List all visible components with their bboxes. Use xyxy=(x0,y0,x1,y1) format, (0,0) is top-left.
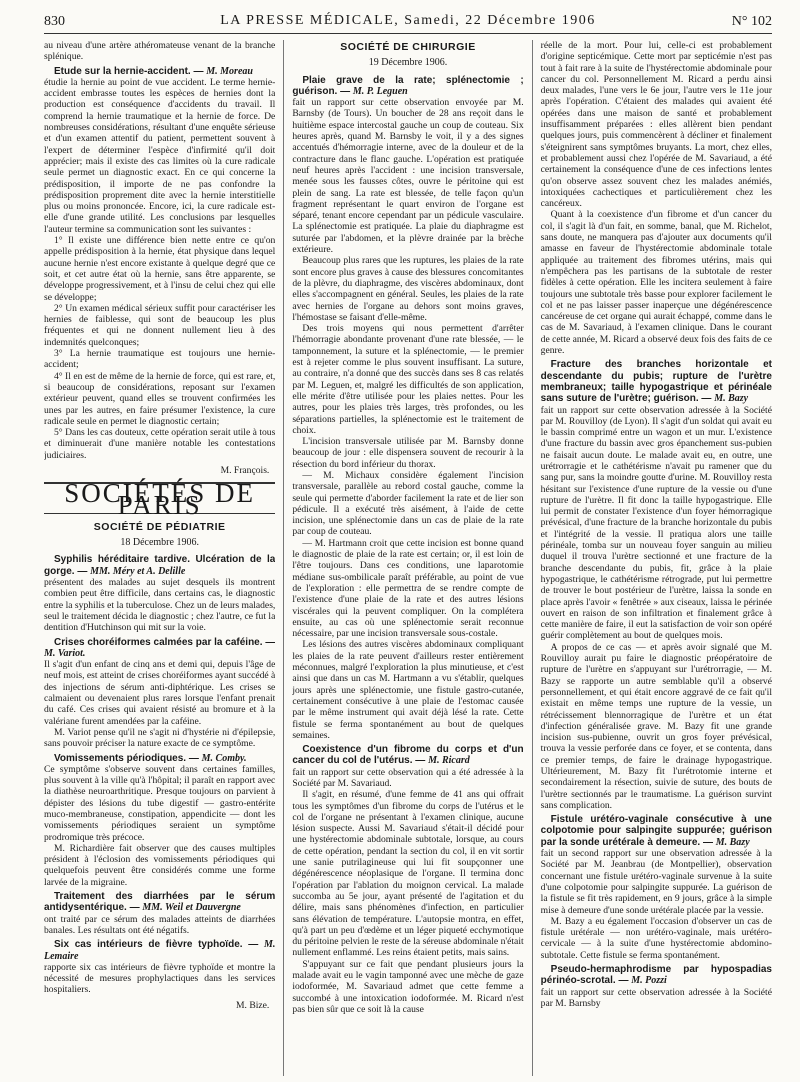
conclusion-3: 3° La hernie traumatique est toujours une hernie-accident; xyxy=(44,348,276,371)
paragraph: — M. Michaux considère également l'incision transversale, parallèle au rebord costal gauche, comme la seule qui permette d'aborder facilement la rate et de lier son pédicule. Il a exécuté très aisément, à l'aide de cette incision, une splénectomie dans un cas de plaie de la rate par coup de couteau. xyxy=(292,469,524,538)
heading-text: Syphilis héréditaire tardive. Ulcération de la gorge. — xyxy=(44,554,276,577)
column-2 xyxy=(283,40,523,1076)
article-heading xyxy=(44,66,275,77)
article-heading xyxy=(44,554,275,577)
heading-text: Coexistence d'un fibrome du corps et d'un cancer du col de l'utérus. — xyxy=(292,744,524,767)
heading-text: Vomissements périodiques. — xyxy=(54,752,199,764)
heading-text: Pseudo-hermaphrodisme par hypospadias périnéo-scrotal. — xyxy=(540,964,772,987)
column-3 xyxy=(532,40,772,1076)
paragraph: fait un rapport sur cette observation qui a été adressée à la Société par M. Savariaud. xyxy=(292,766,524,789)
heading-text: Six cas intérieurs de fièvre typhoïde. — xyxy=(54,939,259,951)
society-date: 19 Décembre 1906. xyxy=(368,57,448,69)
author: MM. Méry et A. Delille xyxy=(90,565,186,577)
conclusion-1: 1° Il existe une différence bien nette entre ce qu'on appelle prédisposition à la hernie, état physique dans lequel aucune hernie n'est encore existante à quelque degré que ce soit, et cet autre état où la hernie, sans être apparente, se développe progressivement, et à l'insu de celui chez qui elle se développe; xyxy=(44,235,276,303)
issue-number: N° 102 xyxy=(731,14,772,29)
paragraph: ont traité par ce sérum des malades atteints de diarrhées banales. Les résultats ont été négatifs. xyxy=(44,913,276,936)
signature: M. Bize. xyxy=(236,999,270,1011)
paragraph: fait un second rapport sur une observation adressée à la Société par M. Jeanbrau (de Montpellier), observation concernant une fistule urétéro-vaginale survenue à la suite d'une colpotomie pour salpingite suppurée. La guérison de la fistule se fit très rapidement, en 9 jours, grâce à la simple mise à demeure d'une sonde urétérale placée par la vessie. xyxy=(540,848,772,916)
author: M. Comby. xyxy=(201,752,247,764)
heading-text: Crises choréiformes calmées par la caféine. — xyxy=(54,636,276,648)
conclusion-4: 4° Il en est de même de la hernie de force, qui est rare, et, si beaucoup de considérations, reposant sur l'examen extérieur peuvent, quand elles se trouvent confirmées les unes par les autres, en faire présumer l'existence, la cure radicale seule en permet le diagnostic certain; xyxy=(44,370,276,427)
paragraph: A propos de ce cas — et après avoir signalé que M. Rouvilloy aurait pu faire le diagnostic préopératoire de rupture de l'urètre en s'appuyant sur l'urétrorragie, — M. Bazy se rapporte un autre semblable qu'il a observé personnellement, et qui était encore aggravé de ce fait qu'il existait en même temps une rupture de la vessie, un rétrécissement blennorragique de l'urètre et un état d'infection généralisée grave. M. Bazy fit une grande incision sus-pubienne, ouvrit un gros foyer prévésical, trouva la vessie perforée dans ce foyer, et se contenta, dans ce premier temps, de faire le drainage hypogastrique. Ultérieurement, M. Bazy fit l'urétrotomie interne et secondairement la résection, suivie de suture, des bouts de l'urètre sectionnés par le traumatisme. La guérison survint sans complication. xyxy=(540,641,772,811)
paragraph: Des trois moyens qui nous permettent d'arrêter l'hémorragie abondante provenant d'une rate blessée, — le tamponnement, la suture et la splénectomie, — le premier est à rejeter comme le plus souvent insuffisant. La suture, au contraire, n'a donné que des succès dans ses 8 cas relatés par M. Leguen, et, malgré les difficultés de son application, elle mérite d'être utilisée pour les plaies nettes. Pour les autres, pour les plaies très larges, très profondes, ou les séparations partielles, la splénectomie est le traitement de choix. xyxy=(292,323,524,436)
paragraph: étudie la hernie au point de vue accident. Le terme hernie-accident embrasse toutes les espèces de hernies dont la production est conséquence d'accidents du travail. Il comprend la hernie traumatique et la hernie de force. De nombreuses considérations, résultant d'une enquête sérieuse et d'un examen attentif du patient, permettent souvent à l'expert de déterminer l'espèce d'infirmité qu'il doit apprécier; mais il existe des cas limites où la cure radicale seule permet un diagnostic exact. En ce qui concerne la prédisposition, il importe de ne pas confondre la prédisposition proprement dite avec la hernie interstitielle plus ou moins prononcée. Encore, ici, la cure radicale est-elle d'une grande utilité. Les conclusions par lesquelles l'auteur termine sa communication sont les suivantes : xyxy=(44,76,276,235)
paragraph: Il s'agit d'un enfant de cinq ans et demi qui, depuis l'âge de neuf mois, est atteint de crises choréiformes ayant succédé à des injections de sérum anti-diphtérique. Les crises se calmaient ou devenaient plus rares lorsque l'enfant prenait du café. Ces crises qui avaient résisté au bromure et à la valériane furent amendées par la caféine. xyxy=(44,659,276,727)
heading-text: Plaie grave de la rate; splénectomie ; guérison. — xyxy=(292,74,524,97)
author: MM. Weil et Dauvergne xyxy=(142,902,241,914)
author: M. P. Leguen xyxy=(352,85,408,97)
heading-text: Fracture des branches horizontale et descendante du pubis; rupture de l'urètre membraneux; taille hypogastrique et périnéale sans suture de l'urètre; guérison. — xyxy=(540,359,772,405)
heading-text: Etude sur la hernie-accident. — xyxy=(54,65,204,77)
paragraph: Il s'agit, en résumé, d'une femme de 41 ans qui offrait tous les symptômes d'un fibrome du corps de l'utérus et le col de l'organe ne présentant à l'examen clinique, aucune lésion suspecte. Aussi M. Savariaud s'était-il décidé pour une hystérectomie abdominale subtotale, lorsque, au cours de cette opération, pendant la section du col, il en vit sortir une sanie putrilagineuse qui lui fit soupçonner une dégénérescence néoplasique de l'organe. Il termina donc l'opération par l'ablation du moignon cervical. La malade succomba au 5e jour, ayant présenté de l'agitation et du délire, mais sans phénomènes d'infection, en particulier sans élévation de température. L'autopsie montra, en effet, qu'à part un peu d'œdème et un léger piqueté ecchymotique du péritoine pelvien le reste de la séreuse abdominale n'était nullement enflammé. Les reins étaient petits, mais sains. xyxy=(292,789,524,959)
signature: M. François. xyxy=(220,464,270,476)
author: M. Lemaire xyxy=(44,939,276,962)
paragraph: réelle de la mort. Pour lui, celle-ci est probablement d'origine septicémique. Cette mort par septicémie n'est pas tout à fait rare à la suite de l'hystérectomie abdominale pour cancer du col. Personnellement M. Ricard a perdu ainsi deux malades, l'une vers le 6e jour, l'autre vers le 11e jour après l'opération. C'étaient des malades qui avaient été opérées dans une maison de santé et probablement insuffisamment préparées : elles allèrent bien pendant quelques jours, puis commencèrent à décliner et finalement s'éteignirent sans symptômes bruyants. La mort, chez elles, et probablement aussi chez l'opérée de M. Savariaud, a été certainement la conséquence d'une de ces infections lentes qu'on observe assez souvent chez les malades anémiés, intoxiquées cachectiques et particulièrement chez les cancéreux. xyxy=(540,40,772,210)
column-1 xyxy=(44,40,275,1076)
paragraph: Ce symptôme s'observe souvent dans certaines familles, plus souvent à la ville qu'à l'hôpital; il paraît en rapport avec la diathèse neuroarthritique. Presque toujours on parvient à dépister des lésions du tube digestif — gastro-entérite muco-membraneuse, constipation, appendicite — dont les vomissements périodiques seraient un symptôme prodromique très précoce. xyxy=(44,763,276,843)
page-header xyxy=(44,0,772,34)
author: M. Variot. xyxy=(44,647,86,659)
paragraph: M. Richardière fait observer que des causes multiples président à l'éclosion des vomissements périodiques qui quelquefois peuvent être considérés comme une forme larvée de la migraine. xyxy=(44,842,276,888)
article-heading xyxy=(44,891,275,914)
section-banner: SOCIÉTÉS DE PARIS xyxy=(44,482,275,514)
article-heading xyxy=(541,359,772,404)
paragraph: présentent des malades au sujet desquels ils montrent combien peut être difficile, dans certains cas, le diagnostic entre la syphilis et la tuberculose. Chez un de leurs malades, seul le traitement décida le diagnostic ; chez l'autre, ce fut la dentition d'Hutchinson qui mit sur la voie. xyxy=(44,577,276,634)
paragraph: fait un rapport sur cette observation envoyée par M. Barnsby (de Tours). Un boucher de 28 ans reçoit dans le huitième espace intercostal gauche un coup de couteau. Six heures après, quand M. Barnsby le voit, il y a des signes accentués d'hémorragie interne, avec de la douleur et de la contracture dans le flanc gauche. L'opération est pratiquée neuf heures après l'accident : une incision transversale, menée sous les fausses côtes, ouvre le péritoine qui est plein de sang. La rate est blessée, de telle façon qu'un fragment représentant le quart environ de l'organe est séparé, tenant encore cependant par un pédicule vasculaire. La splénectomie est pratiquée. La plaie du diaphragme est suturée par l'abdomen, et la plèvre drainée par la brèche extérieure. xyxy=(292,97,524,256)
paragraph: L'incision transversale utilisée par M. Barnsby donne beaucoup de jour : elle dispensera souvent de recourir à la résection du bord inférieur du thorax. xyxy=(292,436,524,470)
author: M. Moreau xyxy=(206,65,253,77)
paragraph: au niveau d'une artère athéromateuse venant de la branche splénique. xyxy=(44,40,276,63)
page-number: 830 xyxy=(44,14,65,29)
article-heading xyxy=(292,744,523,767)
society-title: SOCIÉTÉ DE PÉDIATRIE xyxy=(93,520,226,533)
columns xyxy=(44,40,772,1076)
paragraph: S'appuyant sur ce fait que pendant plusieurs jours la malade avait eu le vagin tamponné avec une mèche de gaze iodoformée, M. Savariaud admet que cette femme a succombé à une intoxication iodoformée. M. Ricard n'est pas bien sûr que ce soit là la cause xyxy=(292,958,524,1015)
paragraph: fait un rapport sur cette observation adressée à la Société par M. Barnsby xyxy=(540,986,772,1009)
paragraph: M. Variot pense qu'il ne s'agit ni d'hystérie ni d'épilepsie, sans pouvoir préciser la nature exacte de ce symptôme. xyxy=(44,726,276,750)
article-heading xyxy=(44,753,275,764)
article-heading xyxy=(541,814,772,848)
paragraph: Beaucoup plus rares que les ruptures, les plaies de la rate sont encore plus graves à cause des blessures concomitantes de la plèvre, du diaphragme, des viscères abdominaux, dont elles s'accompagnent en général. Seules, les plaies de la rate avec hernies de l'organe au dehors sont moins graves, l'hémostase se faisant d'elle-même. xyxy=(292,255,524,323)
author: M. Ricard xyxy=(428,755,470,767)
society-date: 18 Décembre 1906. xyxy=(120,537,199,549)
paragraph: M. Bazy a eu également l'occasion d'observer un cas de fistule urétérale — non urétéro-vaginale, mais urétéro-cervicale — à la suite d'une hystérectomie abdomino-subtotale. Cette fistule se ferma spontanément. xyxy=(540,915,772,961)
paragraph: Quant à la coexistence d'un fibrome et d'un cancer du col, il s'agit là d'un fait, en somme, banal, que M. Richelot, sans doute, ne manquera pas d'ajouter aux documents qu'il amasse en faveur de l'hystérectomie abdominale totale appliquée au traitement des fibromes utérins, mais qui n'empêchera pas les partisans de la subtotale de rester fidèles à cette opération. Elle les incitera seulement à faire toujours une subtotale très basse pour explorer facilement le col et ne pas laisser passer inaperçue une dégénérescence cancéreuse de cet organe qui aurait échappé, comme dans le cas de M. Savariaud, à l'examen clinique. Dans le courant de cette année, M. Ricard a observé deux fois des faits de ce genre. xyxy=(540,209,772,357)
heading-text: Traitement des diarrhées par le sérum antidysentérique. — xyxy=(44,891,276,914)
article-heading xyxy=(541,964,772,987)
paragraph: rapporte six cas intérieurs de fièvre typhoïde et montre la nécessité de mesures prophylactiques dans les services hospitaliers. xyxy=(44,961,276,996)
author: M. Bazy xyxy=(714,393,749,405)
paragraph: — M. Hartmann croit que cette incision est bonne quand le diagnostic de plaie de la rate est certain; or, il est loin de l'être toujours. Dans ces conditions, une laparotomie médiane sus-ombilicale paraît préférable, au point de vue de l'exploration : elle permettra de se rendre compte de l'existence d'une plaie de la rate et des autres lésions viscérales qui la peuvent compliquer. On la complétera ensuite, au cas où une splénectomie serait reconnue nécessaire, par une incision transversale sous-costale. xyxy=(292,537,524,640)
paragraph: Les lésions des autres viscères abdominaux compliquant les plaies de la rate peuvent d'ailleurs rester entièrement méconnues, malgré l'exploration la plus minutieuse, et c'est ainsi que dans un cas M. Hartmann a vu s'établir, quelques jours après une splénectomie, une fistule gastro-cutanée, certainement consécutive à une plaie de l'estomac causée par le même instrument qui avait déjà lésé la rate. Cette fistule se ferma spontanément au bout de quelques semaines. xyxy=(292,639,524,741)
article-heading xyxy=(292,75,523,98)
article-heading xyxy=(44,637,275,660)
heading-text: Fistule urétéro-vaginale consécutive à une colpotomie pour salpingite suppurée; guérison par la sonde urétérale à demeure. — xyxy=(540,814,772,848)
conclusion-5: 5° Dans les cas douteux, cette opération serait utile à tous et diminuerait d'une manière notable les contestations judiciaires. xyxy=(44,427,276,461)
society-title: SOCIÉTÉ DE CHIRURGIE xyxy=(340,41,476,53)
paragraph: fait un rapport sur cette observation adressée à la Société par M. Rouvilloy (de Lyon). Il s'agit d'un soldat qui avait eu le bassin comprimé entre un wagon et un mur. L'existence d'une fracture du bassin avec gros épanchement sus-pubien ne faisait aucun doute. Le malade avait eu, en outre, une urétrorragie et le cathétérisme n'avait pu ramener que du sang pur, sans la moindre goutte d'urine. M. Rouvilloy resta hésitant sur l'existence d'une rupture de la vessie ou d'une rupture de l'urètre. Il fit donc la taille hypogastrique. Elle lui permit de constater l'existence d'un foyer hémorragique prévésical, d'une fracture de la branche horizontale du pubis et l'intégrité de la vessie. Il pratiqua alors une taille périnéale, tomba sur un nouveau foyer sanguin au milieu duquel il trouva l'urètre sectionné et une fracture de la branche descendante du pubis, fit, grâce à la plaie hypogastrique, le cathétérisme rétrograde, put lui permettre de trouver le bout postérieur de l'urètre, laissa la sonde en place après l'avoir « fenêtrée » aux ciseaux, laissa le périnée ouvert en raison de son infiltration et finalement grâce à cette manière de faire, il eut la satisfaction de voir son opéré guérir complètement au bout de quelques mois. xyxy=(540,404,772,642)
journal-title: LA PRESSE MÉDICALE, Samedi, 22 Décembre 1906 xyxy=(220,13,596,28)
author: M. Pozzi xyxy=(631,975,667,987)
article-heading xyxy=(44,939,275,962)
conclusion-2: 2° Un examen médical sérieux suffit pour caractériser les hernies de faiblesse, qui sont de beaucoup les plus fréquentes et qui ne donnent nullement lieu à des indemnités quelconques; xyxy=(44,302,276,348)
author: M. Bazy xyxy=(715,836,750,848)
